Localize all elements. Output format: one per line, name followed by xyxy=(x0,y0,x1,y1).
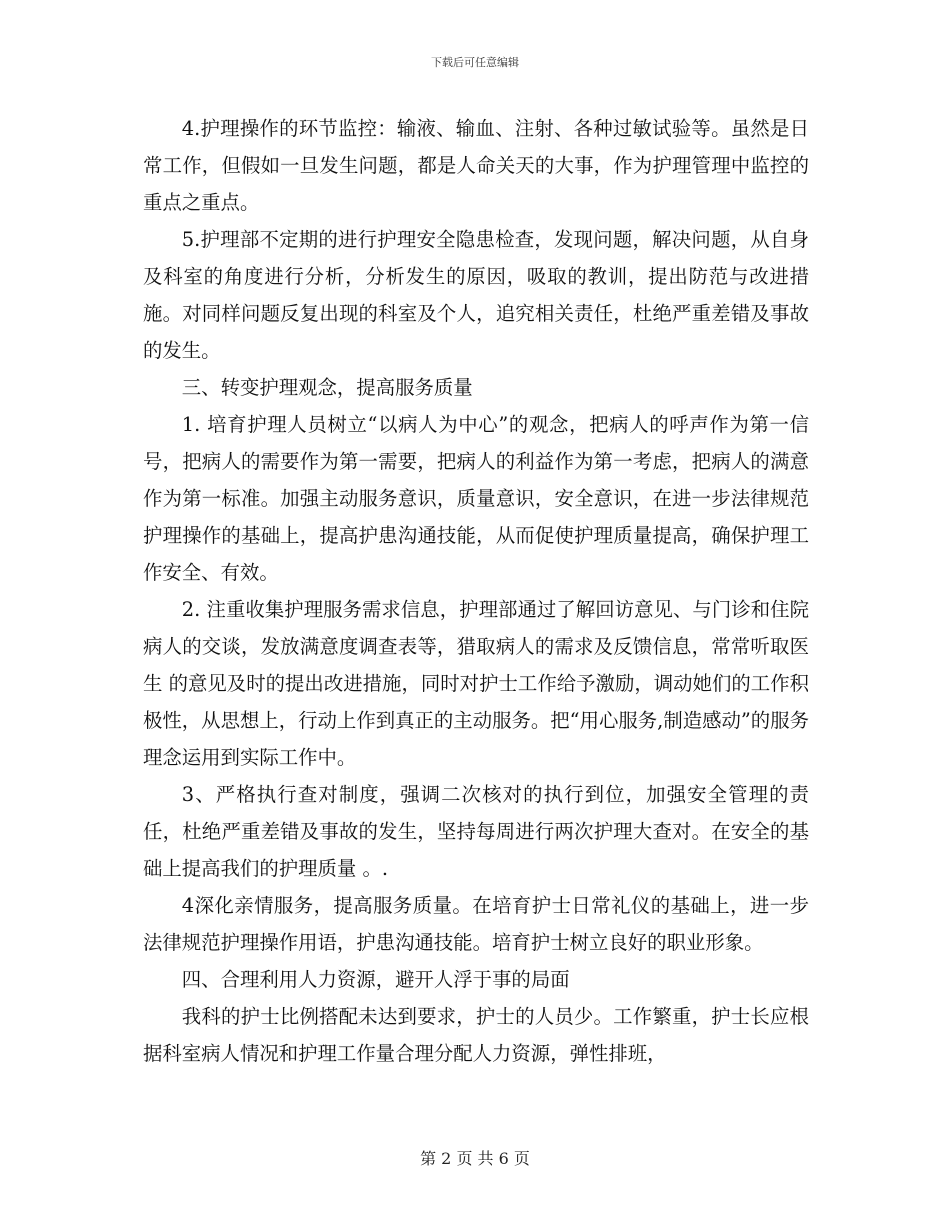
paragraph-staffing: 我科的护士比例搭配未达到要求，护士的人员少。工作繁重，护士长应根据科室病人情况和护理工作量合理分配人力资源，弹性排班， xyxy=(143,1005,809,1065)
section-heading-3: 三、转变护理观念，提高服务质量 xyxy=(181,376,473,399)
paragraph-item-5: 5.护理部不定期的进行护理安全隐患检查，发现问题，解决问题，从自身及科室的角度进行分析，分析发生的原因，吸取的教训，提出防范与改进措施。对同样问题反复出现的科室及个人，追究相关责任，杜绝严重差错及事故的发生。 xyxy=(143,228,809,362)
paragraph-item-4b: 4深化亲情服务，提高服务质量。在培育护士日常礼仪的基础上，进一步法律规范护理操作用语，护患沟通技能。培育护士树立良好的职业形象。 xyxy=(143,894,809,954)
section-heading-4: 四、合理利用人力资源，避开人浮于事的局面 xyxy=(181,968,570,991)
page-header: 下载后可任意编辑 xyxy=(431,56,519,69)
body-text xyxy=(143,110,809,1072)
paragraph-item-4: 4.护理操作的环节监控：输液、输血、注射、各种过敏试验等。虽然是日常工作，但假如一旦发生问题，都是人命关天的大事，作为护理管理中监控的重点之重点。 xyxy=(143,117,809,214)
paragraph-item-3: 3、严格执行查对制度，强调二次核对的执行到位，加强安全管理的责任，杜绝严重差错及事故的发生，坚持每周进行两次护理大查对。在安全的基础上提高我们的护理质量 。. xyxy=(143,783,809,880)
page-number-footer: 第 2 页 共 6 页 xyxy=(420,1149,530,1168)
paragraph-item-1: 1. 培育护理人员树立“以病人为中心”的观念，把病人的呼声作为第一信号，把病人的需要作为第一需要，把病人的利益作为第一考虑，把病人的满意作为第一标准。加强主动服务意识，质量意识，安全意识，在进一步法律规范护理操作的基础上，提高护患沟通技能，从而促使护理质量提高，确保护理工作安全、有效。 xyxy=(143,413,809,584)
paragraph-item-2: 2. 注重收集护理服务需求信息，护理部通过了解回访意见、与门诊和住院病人的交谈，发放满意度调查表等，猎取病人的需求及反馈信息，常常听取医生 的意见及时的提出改进措施，同时对护士工作给予激励，调动她们的工作积极性，从思想上，行动上作到真正的主动服务。把“用心服务,制造感动”的服务理念运用到实际工作中。 xyxy=(143,598,809,769)
